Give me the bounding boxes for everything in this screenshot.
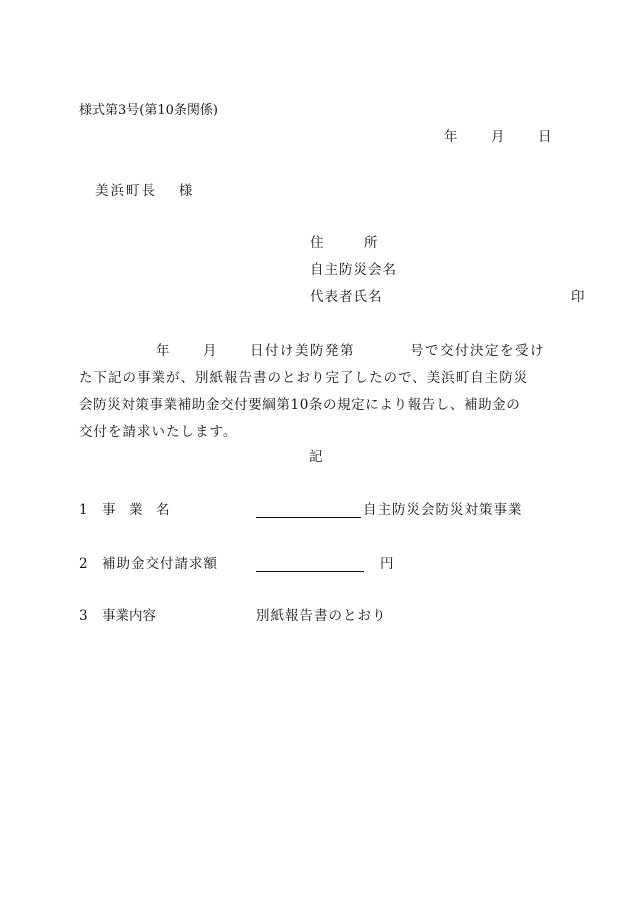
date-month-label: 月 bbox=[491, 129, 505, 145]
ki-heading: 記 bbox=[309, 449, 323, 465]
form-number-label: 様式第3号(第10条関係) bbox=[79, 103, 218, 118]
body-reference: 日付け美防発第 bbox=[250, 343, 355, 359]
item-2-underline bbox=[256, 571, 364, 572]
item-1-number: 1 bbox=[79, 502, 88, 518]
item-3-value: 別紙報告書のとおり bbox=[256, 608, 387, 624]
date-year-label: 年 bbox=[444, 129, 458, 145]
item-2-label: 補助金交付請求額 bbox=[102, 556, 218, 572]
item-1-value: 自主防災会防災対策事業 bbox=[363, 502, 523, 518]
body-line3: 会防災対策事業補助金交付要綱第10条の規定により報告し、補助金の bbox=[79, 397, 521, 413]
item-2-value: 円 bbox=[380, 556, 394, 572]
body-line4: 交付を請求いたします。 bbox=[79, 424, 238, 440]
representative-name-label: 代表者氏名 bbox=[310, 289, 383, 305]
body-month: 月 bbox=[203, 343, 217, 359]
item-3-label: 事業内容 bbox=[102, 608, 156, 624]
date-day-label: 日 bbox=[538, 129, 552, 145]
addressee: 美浜町長 様 bbox=[95, 183, 195, 199]
body-line2: た下記の事業が、別紙報告書のとおり完了したので、美浜町自主防災 bbox=[79, 370, 529, 386]
seal-label: 印 bbox=[571, 289, 585, 305]
address-label: 住 所 bbox=[310, 235, 378, 251]
item-3-number: 3 bbox=[79, 608, 88, 624]
body-line1-tail: 号で交付決定を受け bbox=[410, 343, 545, 359]
item-1-label: 事 業 名 bbox=[102, 502, 170, 518]
body-year: 年 bbox=[156, 343, 170, 359]
organization-name-label: 自主防災会名 bbox=[310, 262, 397, 278]
item-2-number: 2 bbox=[79, 556, 88, 572]
item-1-underline bbox=[256, 517, 361, 518]
